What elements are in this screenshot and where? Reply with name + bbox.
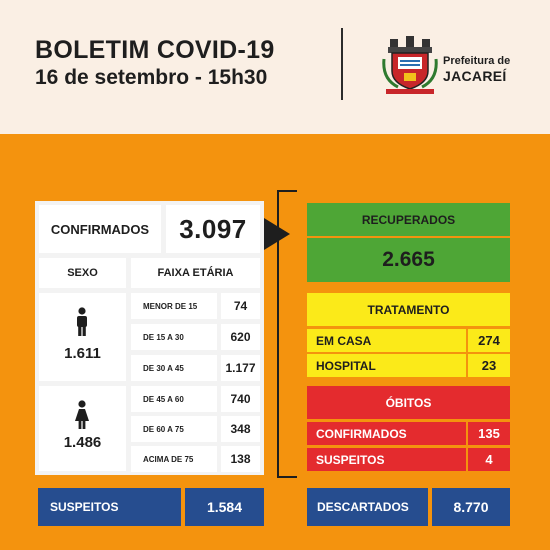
female-person-icon bbox=[74, 400, 90, 430]
deaths-confirmed-value: 135 bbox=[468, 422, 510, 445]
treatment-home-label: EM CASA bbox=[307, 329, 466, 352]
age-row-label: ACIMA DE 75 bbox=[131, 446, 217, 472]
treatment-home-value: 274 bbox=[468, 329, 510, 352]
confirmed-label: CONFIRMADOS bbox=[39, 205, 161, 253]
treatment-hospital-label: HOSPITAL bbox=[307, 354, 466, 377]
recovered-label: RECUPERADOS bbox=[307, 203, 510, 236]
treatment-hospital-value: 23 bbox=[468, 354, 510, 377]
arrow-right-icon bbox=[264, 218, 290, 250]
header bbox=[0, 0, 550, 134]
deaths-confirmed-label: CONFIRMADOS bbox=[307, 422, 466, 445]
female-cell bbox=[39, 386, 126, 471]
female-count: 1.486 bbox=[63, 434, 102, 451]
male-cell bbox=[39, 293, 126, 381]
age-row-label: DE 30 A 45 bbox=[131, 355, 217, 381]
age-row-label: DE 15 A 30 bbox=[131, 324, 217, 350]
male-count: 1.611 bbox=[64, 345, 101, 362]
treatment-label: TRATAMENTO bbox=[307, 293, 510, 326]
age-row-value: 138 bbox=[221, 446, 260, 472]
header-divider bbox=[341, 28, 343, 100]
age-row-label: MENOR DE 15 bbox=[131, 293, 217, 319]
bulletin-title: BOLETIM COVID-19 bbox=[35, 36, 275, 64]
recovered-value: 2.665 bbox=[307, 238, 510, 282]
city-name: JACAREÍ bbox=[443, 68, 507, 84]
deaths-suspected-label: SUSPEITOS bbox=[307, 448, 466, 471]
age-range-header: FAIXA ETÁRIA bbox=[131, 258, 260, 288]
city-crest-icon bbox=[382, 35, 438, 95]
male-person-icon bbox=[74, 307, 90, 337]
sex-header: SEXO bbox=[39, 258, 126, 288]
discarded-label: DESCARTADOS bbox=[307, 488, 428, 526]
age-row-value: 1.177 bbox=[221, 355, 260, 381]
discarded-value: 8.770 bbox=[432, 488, 510, 526]
age-row-value: 620 bbox=[221, 324, 260, 350]
suspects-label: SUSPEITOS bbox=[38, 488, 181, 526]
suspects-value: 1.584 bbox=[185, 488, 264, 526]
bulletin-date: 16 de setembro - 15h30 bbox=[35, 66, 268, 89]
deaths-label: ÓBITOS bbox=[307, 386, 510, 419]
deaths-suspected-value: 4 bbox=[468, 448, 510, 471]
age-row-value: 348 bbox=[221, 416, 260, 442]
confirmed-value: 3.097 bbox=[166, 205, 260, 253]
prefeitura-label: Prefeitura de bbox=[443, 55, 511, 67]
age-row-label: DE 45 A 60 bbox=[131, 386, 217, 412]
age-row-value: 74 bbox=[221, 293, 260, 319]
age-row-label: DE 60 A 75 bbox=[131, 416, 217, 442]
age-row-value: 740 bbox=[221, 386, 260, 412]
